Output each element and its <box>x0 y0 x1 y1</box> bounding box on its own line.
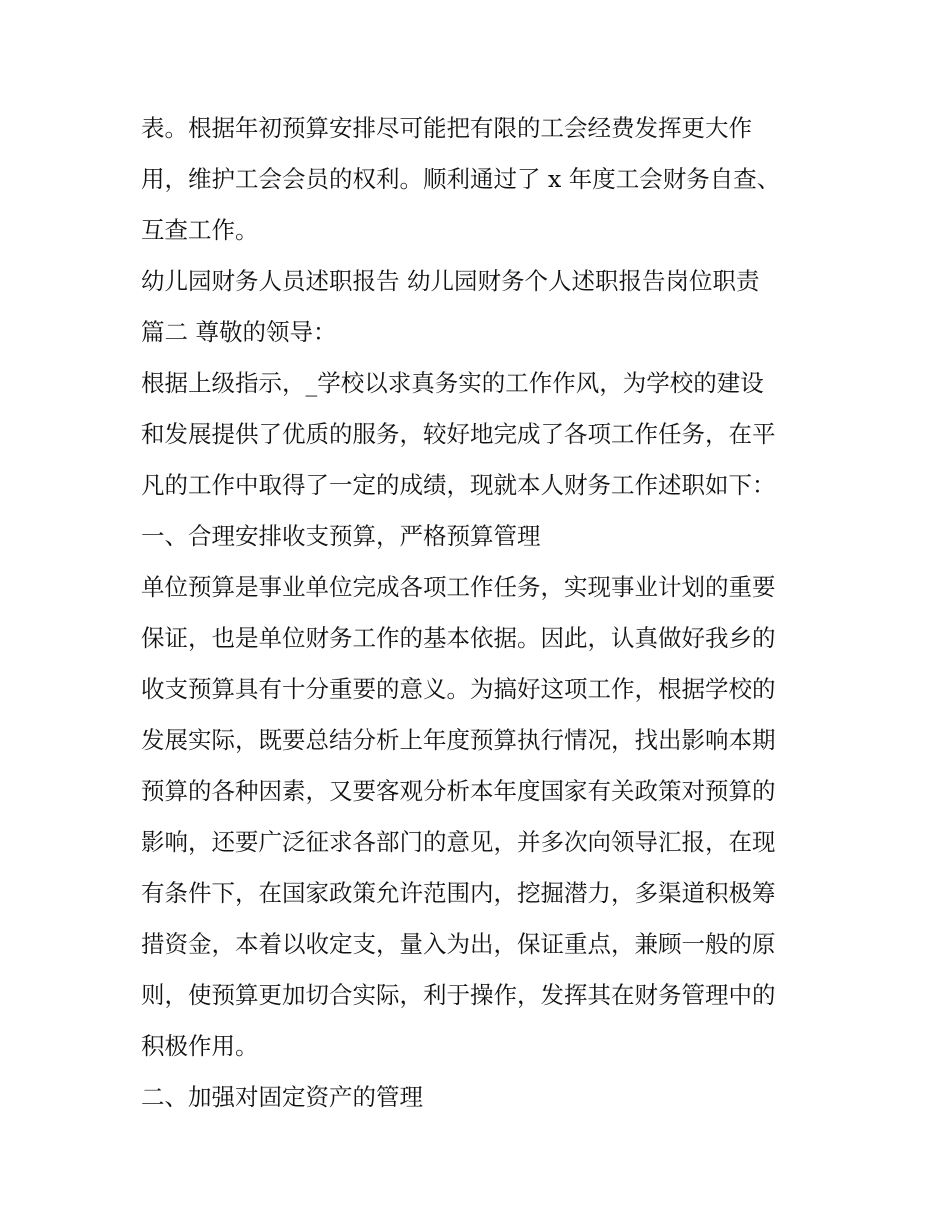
paragraph-line-1: 表。根据年初预算安排尽可能把有限的工会经费发挥更大作 <box>141 114 752 142</box>
paragraph-line-16: 有条件下，在国家政策允许范围内，挖掘潜力，多渠道积极筹 <box>141 879 776 907</box>
paragraph-line-11: 保证，也是单位财务工作的基本依据。因此，认真做好我乡的 <box>141 624 776 652</box>
paragraph-line-17: 措资金，本着以收定支，量入为出，保证重点，兼顾一般的原 <box>141 930 776 958</box>
paragraph-line-15: 影响，还要广泛征求各部门的意见，并多次向领导汇报，在现 <box>141 828 776 856</box>
paragraph-line-18: 则，使预算更加切合实际，利于操作，发挥其在财务管理中的 <box>141 981 776 1009</box>
paragraph-line-2: 用，维护工会会员的权利。顺利通过了 x 年度工会财务自查、 <box>141 165 781 193</box>
paragraph-line-12: 收支预算具有十分重要的意义。为搞好这项工作，根据学校的 <box>141 675 776 703</box>
paragraph-line-14: 预算的各种因素，又要客观分析本年度国家有关政策对预算的 <box>141 777 776 805</box>
paragraph-line-8: 凡的工作中取得了一定的成绩，现就本人财务工作述职如下： <box>141 471 776 499</box>
paragraph-line-6: 根据上级指示，_学校以求真务实的工作作风，为学校的建设 <box>141 369 764 397</box>
paragraph-line-19: 积极作用。 <box>141 1032 259 1060</box>
document-title-line: 幼儿园财务人员述职报告 幼儿园财务个人述职报告岗位职责 <box>141 267 760 295</box>
paragraph-line-10: 单位预算是事业单位完成各项工作任务，实现事业计划的重要 <box>141 573 776 601</box>
salutation-line: 篇二 尊敬的领导： <box>141 318 337 346</box>
section-heading-2: 二、加强对固定资产的管理 <box>141 1083 423 1111</box>
paragraph-line-13: 发展实际，既要总结分析上年度预算执行情况，找出影响本期 <box>141 726 776 754</box>
paragraph-line-7: 和发展提供了优质的服务，较好地完成了各项工作任务，在平 <box>141 420 776 448</box>
section-heading-1: 一、合理安排收支预算，严格预算管理 <box>141 522 541 550</box>
paragraph-line-3: 互查工作。 <box>141 216 259 244</box>
